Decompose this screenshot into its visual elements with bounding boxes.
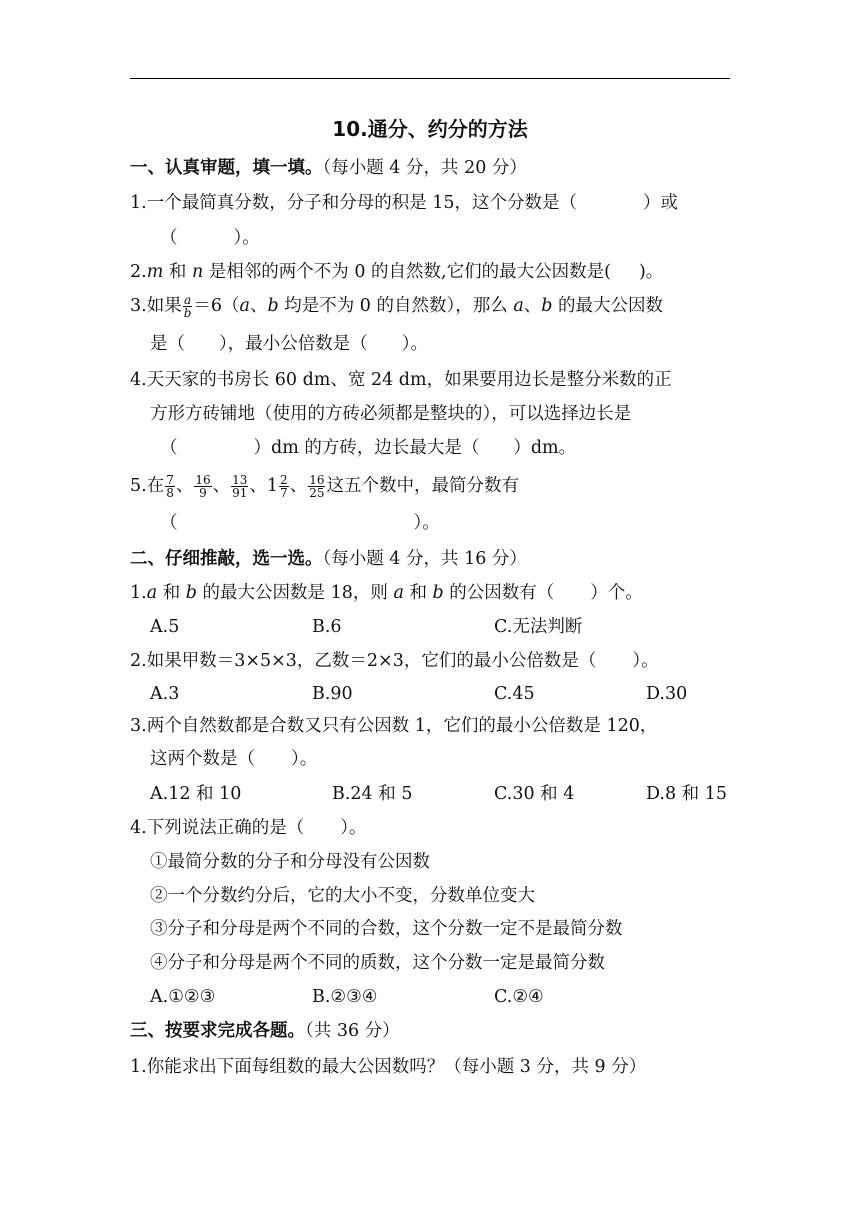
text: ）个。 — [590, 583, 643, 603]
fraction-a-over-b: $\frac{a}{b}$ — [183, 293, 192, 320]
text: ）dm 的方砖，边长最大是（ — [253, 438, 480, 458]
text: 是（ — [150, 334, 185, 354]
text: 4.下列说法正确的是（ — [130, 818, 305, 838]
s1-q4-line1: 4.天天家的书房长 60 dm、宽 24 dm，如果要用边长是整分米数的正 — [130, 370, 672, 390]
text: 1. — [130, 583, 147, 603]
text: 2.如果甲数＝3×5×3，乙数＝2×3，它们的最小公倍数是（ — [130, 651, 597, 671]
var-b: b — [185, 583, 197, 603]
s1-q1-line1 — [130, 191, 678, 215]
text: 3.如果 — [130, 296, 182, 316]
statement-2: ②一个分数约分后，它的大小不变，分数单位变大 — [150, 886, 535, 906]
text: ）。 — [413, 513, 440, 533]
section-2-note: （每小题 4 分，共 16 分） — [322, 549, 527, 569]
fraction: $\frac{16}{9}$ — [195, 473, 211, 500]
text: ）dm。 — [513, 438, 577, 458]
sep: 、 — [289, 476, 308, 496]
s1-q3-line2 — [150, 332, 428, 356]
s1-q1-text-end: ）或 — [643, 193, 679, 213]
option-a[interactable]: A.①②③ — [150, 987, 216, 1007]
s3-q1-line: 1.你能求出下面每组数的最大公因数吗？（每小题 3 分，共 9 分） — [130, 1057, 647, 1077]
section-3-note: （共 36 分） — [305, 1021, 400, 1041]
s1-q5-line2 — [160, 511, 440, 535]
s1-q3-line1 — [130, 294, 663, 319]
var-b: b — [541, 296, 553, 316]
section-1-title: 一、认真审题，填一填。 — [130, 158, 323, 178]
text: ），最小公倍数是（ — [219, 334, 368, 354]
q-number: 2. — [130, 262, 147, 282]
header-rule — [130, 78, 730, 79]
text: 的公因数有（ — [443, 583, 555, 603]
option-b[interactable]: B.24 和 5 — [332, 784, 413, 804]
var-b: b — [267, 296, 279, 316]
text: 的最大公因数是 18，则 — [196, 583, 394, 603]
var-m: m — [146, 262, 164, 282]
text: 的最大公因数 — [552, 296, 664, 316]
sep: 、 — [175, 476, 194, 496]
s2-q3-line2 — [150, 747, 317, 771]
statement-1: ①最简分数的分子和分母没有公因数 — [150, 852, 430, 872]
statement-4: ④分子和分母是两个不同的质数，这个分数一定是最简分数 — [150, 953, 605, 973]
section-3-heading — [130, 1019, 400, 1043]
text: 和 — [403, 583, 433, 603]
s1-q5-line1 — [130, 474, 519, 499]
section-2-heading — [130, 547, 527, 571]
sep: 、 — [212, 476, 231, 496]
text: ）。 — [401, 334, 428, 354]
option-a[interactable]: A.5 — [150, 617, 180, 637]
text: 这两个数是（ — [150, 749, 255, 769]
text: ）。 — [291, 749, 318, 769]
text: 、 — [249, 296, 268, 316]
s1-q1-text: 1.一个最简真分数，分子和分母的积是 15，这个分数是（ — [130, 193, 578, 213]
option-c[interactable]: C.45 — [494, 684, 535, 704]
option-c[interactable]: C.30 和 4 — [494, 784, 575, 804]
option-b[interactable]: B.6 — [312, 617, 342, 637]
text: ）。 — [632, 651, 659, 671]
sep: 、 — [249, 476, 267, 496]
option-c[interactable]: C.无法判断 — [494, 617, 583, 637]
var-a: a — [513, 296, 524, 316]
text: 和 — [157, 583, 186, 603]
var-n: n — [191, 262, 204, 282]
mixed-whole: 1 — [266, 476, 279, 496]
text: ）。 — [340, 818, 367, 838]
text: ＝6（ — [193, 296, 240, 316]
option-a[interactable]: A.3 — [150, 684, 180, 704]
var-a: a — [393, 583, 404, 603]
section-1-heading — [130, 156, 527, 180]
page-title: 10.通分、约分的方法 — [332, 117, 528, 141]
section-1-note: （每小题 4 分，共 20 分） — [322, 158, 527, 178]
s2-q4-line — [130, 816, 366, 840]
s1-q4-line3 — [160, 436, 576, 460]
option-a[interactable]: A.12 和 10 — [150, 784, 242, 804]
option-d[interactable]: D.30 — [646, 684, 688, 704]
s2-q3-line1: 3.两个自然数都是合数又只有公因数 1，它们的最小公倍数是 120， — [130, 716, 658, 736]
text: 均是不为 0 的自然数），那么 — [278, 296, 514, 316]
var-b: b — [432, 583, 444, 603]
text: 是相邻的两个不为 0 的自然数,它们的最大公因数是( — [203, 262, 611, 282]
s2-q2-line — [130, 649, 659, 673]
var-a: a — [239, 296, 250, 316]
fraction: $\frac{13}{91}$ — [232, 473, 248, 500]
s1-q2-line — [130, 260, 663, 284]
s1-q1-line2 — [160, 226, 260, 250]
option-d[interactable]: D.8 和 15 — [646, 784, 727, 804]
text: （ — [160, 438, 178, 458]
text: 和 — [163, 262, 192, 282]
s1-q4-line2: 方形方砖铺地（使用的方砖必须都是整块的），可以选择边长是 — [150, 404, 632, 424]
text: 这五个数中，最简分数有 — [326, 476, 519, 496]
option-b[interactable]: B.90 — [312, 684, 353, 704]
s2-q1-line — [130, 581, 643, 605]
section-3-title: 三、按要求完成各题。 — [130, 1021, 305, 1041]
option-c[interactable]: C.②④ — [494, 987, 544, 1007]
text: 5.在 — [130, 476, 165, 496]
var-a: a — [146, 583, 158, 603]
text: 、 — [523, 296, 542, 316]
paren-close: ）。 — [233, 228, 260, 248]
text: )。 — [638, 262, 664, 282]
text: （ — [160, 513, 178, 533]
option-b[interactable]: B.②③④ — [312, 987, 378, 1007]
paren-open: （ — [160, 228, 178, 248]
fraction: $\frac{16}{25}$ — [309, 473, 325, 500]
fraction: $\frac{2}{7}$ — [280, 473, 288, 500]
fraction: $\frac{7}{8}$ — [166, 473, 174, 500]
section-2-title: 二、仔细推敲，选一选。 — [130, 549, 323, 569]
statement-3: ③分子和分母是两个不同的合数，这个分数一定不是最简分数 — [150, 919, 623, 939]
